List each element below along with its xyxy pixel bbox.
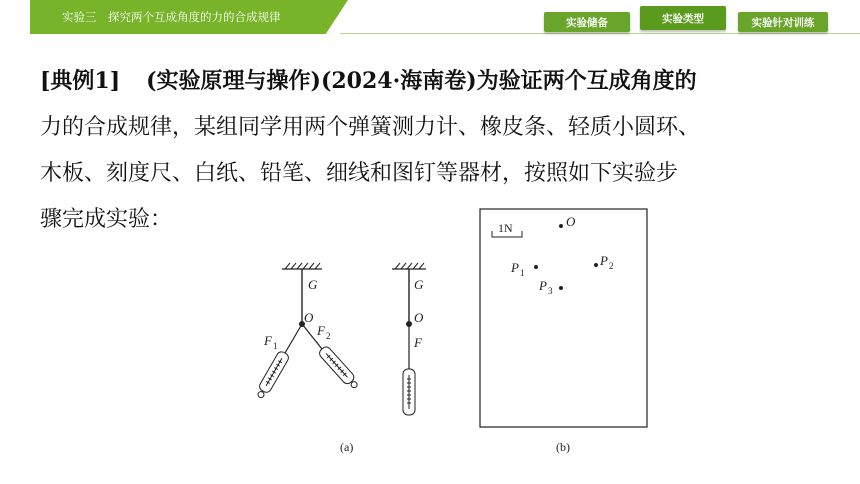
tab-targeted-training[interactable]: 实验针对训练: [738, 12, 828, 32]
label-f1: F: [264, 333, 272, 348]
spring-scale-center: [403, 369, 415, 415]
spring-scale-right: [318, 345, 361, 391]
text-line-4: 骤完成实验：: [40, 207, 173, 232]
label-p2: P: [600, 253, 608, 268]
caption-a: (a): [340, 440, 354, 454]
caption-b: (b): [556, 440, 570, 454]
label-point-o: O: [566, 214, 576, 229]
experiment-figure: [240, 205, 660, 465]
label-o-2: O: [414, 310, 424, 325]
label-p1-sub: 1: [520, 268, 525, 278]
figure-a: [254, 263, 426, 454]
ceiling-hatch-1: [285, 263, 320, 269]
label-g-2: G: [414, 277, 424, 292]
label-p2-sub: 2: [609, 261, 614, 271]
point-p3: [559, 286, 563, 290]
label-f1-sub: 1: [273, 341, 278, 351]
figure-b: [480, 209, 647, 454]
text-line-3: 木板、刻度尺、白纸、铅笔、细线和图钉等器材，按照如下实验步: [40, 161, 679, 186]
tab-experiment-type[interactable]: 实验类型: [640, 6, 726, 30]
point-o: [559, 224, 563, 228]
scale-label: 1N: [498, 221, 513, 235]
label-o-1: O: [304, 310, 314, 325]
label-g-1: G: [308, 277, 318, 292]
tab-experiment-reserve[interactable]: 实验储备: [544, 12, 630, 32]
label-p3-sub: 3: [548, 286, 553, 296]
point-p1: [534, 265, 538, 269]
example-tag: [典例1]: [40, 68, 121, 94]
text-line-1-body: (实验原理与操作)(2024·海南卷)为验证两个互成角度的: [146, 68, 697, 94]
point-p2: [594, 263, 598, 267]
text-line-1: [40, 58, 830, 105]
text-line-2: 力的合成规律，某组同学用两个弹簧测力计、橡皮条、轻质小圆环、: [40, 115, 701, 140]
page-title: 实验三 探究两个互成角度的力的合成规律: [62, 10, 281, 24]
white-paper: [480, 209, 647, 427]
label-f: F: [414, 335, 422, 350]
label-f2: F: [317, 323, 325, 338]
label-p1: P: [511, 260, 519, 275]
header-divider: [340, 33, 860, 34]
label-p3: P: [539, 278, 547, 293]
ceiling-hatch-2: [395, 263, 424, 269]
spring-scale-left: [254, 350, 290, 400]
top-bar: [0, 0, 860, 40]
label-f2-sub: 2: [326, 331, 331, 341]
string-1: [285, 324, 302, 353]
